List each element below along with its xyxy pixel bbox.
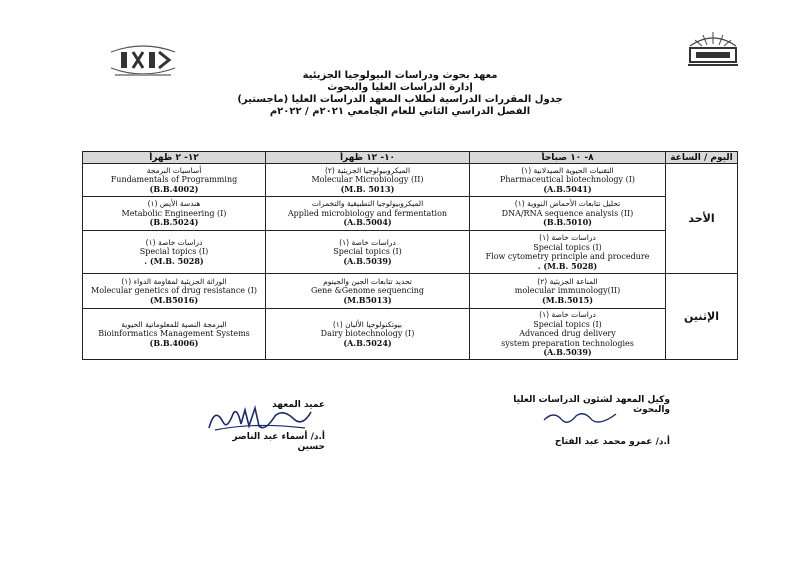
course-cell bbox=[470, 309, 666, 360]
university-logo bbox=[684, 28, 742, 68]
course-code: . (M.B. 5028) bbox=[144, 255, 204, 266]
course-english-name: Special topics (I) Advanced drug delivery system preparation technologies bbox=[501, 319, 634, 348]
course-code: (A.B.5004) bbox=[343, 217, 392, 228]
course-arabic-name: دراسات خاصة (١) bbox=[145, 237, 203, 247]
course-english-name: DNA/RNA sequence analysis (II) bbox=[501, 208, 634, 218]
course-arabic-name: دراسات خاصة (١) bbox=[539, 233, 596, 242]
course-code: (A.B.5024) bbox=[343, 337, 392, 348]
course-cell bbox=[470, 231, 666, 274]
course-english-name: Fundamentals of Programming bbox=[110, 175, 238, 185]
table-row bbox=[83, 231, 738, 274]
course-code: (A.B.5039) bbox=[343, 255, 392, 266]
document-header bbox=[180, 70, 620, 118]
course-english-name: Molecular Microbiology (II) bbox=[311, 175, 424, 185]
semester-line: الفصل الدراسي الثاني للعام الجامعي ٢٠٢١م / ٢٠٢٢م bbox=[269, 106, 531, 117]
department-name: إدارة الدراسات العليا والبحوث bbox=[327, 82, 473, 93]
course-arabic-name: البرمجة النصية للمعلوماتية الحيوية bbox=[121, 319, 227, 329]
course-code: (M.B5016) bbox=[149, 294, 199, 305]
institute-logo bbox=[103, 38, 183, 82]
course-arabic-name: التقنيات الحيوية الصيدلانية (١) bbox=[521, 165, 614, 175]
table-row bbox=[83, 274, 738, 309]
course-cell bbox=[83, 164, 266, 197]
course-cell bbox=[83, 274, 266, 309]
dean-handwritten-signature bbox=[205, 402, 315, 434]
course-code: (B.B.4002) bbox=[149, 183, 199, 194]
course-arabic-name: الميكروبيولوجيا الجزيئية (٢) bbox=[324, 165, 411, 175]
course-arabic-name: بيوتكنولوجيا الألبان (١) bbox=[332, 319, 403, 329]
course-english-name: Special topics (I) Flow cytometry principle and procedure bbox=[485, 242, 650, 261]
course-english-name: Special topics (I) bbox=[139, 247, 209, 257]
course-english-name: Dairy biotechnology (I) bbox=[320, 329, 415, 338]
course-code: (A.B.5039) bbox=[543, 347, 592, 357]
course-arabic-name: هندسة الأيض (١) bbox=[147, 199, 201, 209]
course-code: (B.B.5010) bbox=[543, 217, 592, 228]
vice-dean-handwritten-signature bbox=[540, 406, 620, 428]
column-header-slot-3: ١٢- ٢ ظهراً bbox=[83, 152, 266, 164]
course-cell bbox=[266, 197, 470, 231]
vice-dean-name: أ.د/ عمرو محمد عبد الفتاح bbox=[554, 437, 670, 447]
course-cell bbox=[83, 231, 266, 274]
table-row bbox=[83, 309, 738, 360]
course-english-name: Pharmaceutical biotechnology (I) bbox=[500, 175, 635, 185]
column-header-slot-1: ٨- ١٠ صباحاً bbox=[470, 152, 666, 164]
course-cell bbox=[266, 274, 470, 309]
course-code: (A.B.5041) bbox=[543, 183, 592, 194]
course-english-name: Bioinformatics Management Systems bbox=[98, 329, 250, 338]
course-arabic-name: أساسيات البرمجة bbox=[146, 165, 202, 175]
column-header-slot-2: ١٠- ١٢ ظهراً bbox=[266, 152, 470, 164]
schedule-title: جدول المقررات الدراسية لطلاب المعهد الدراسات العليا (ماجستير) bbox=[237, 94, 563, 105]
day-cell: الإثنين bbox=[666, 274, 738, 360]
course-cell bbox=[470, 197, 666, 231]
table-header-row bbox=[83, 152, 738, 164]
schedule-table bbox=[82, 151, 738, 360]
course-cell bbox=[470, 274, 666, 309]
dean-title: عميد المعهد bbox=[272, 400, 325, 410]
course-code: (M.B5013) bbox=[343, 294, 392, 305]
course-arabic-name: الوراثة الجزيئية لمقاومة الدواء (١) bbox=[121, 276, 227, 286]
course-arabic-name: دراسات خاصة (١) bbox=[539, 310, 596, 319]
table-row bbox=[83, 197, 738, 231]
course-english-name: Gene &Genome sequencing bbox=[311, 286, 424, 296]
course-code: (B.B.4006) bbox=[149, 337, 199, 348]
column-header-day: اليوم / الساعة bbox=[666, 152, 738, 164]
course-arabic-name: تحديد تتابعات الجين والجينوم bbox=[323, 276, 412, 286]
course-cell bbox=[266, 164, 470, 197]
table-row bbox=[83, 164, 738, 197]
vice-dean-title: وكيل المعهد لشئون الدراسات العليا والبحوث bbox=[513, 395, 670, 415]
course-arabic-name: المناعة الجزيئية (٢) bbox=[537, 276, 598, 286]
course-code: (B.B.5024) bbox=[149, 217, 199, 228]
course-arabic-name: دراسات خاصة (١) bbox=[339, 237, 396, 247]
dean-name: أ.د/ أسماء عبد الناصر حسين bbox=[232, 432, 325, 452]
course-arabic-name: الميكروبيولوجيا التطبيقية والتخمرات bbox=[311, 199, 424, 209]
course-english-name: molecular immunology(II) bbox=[514, 286, 621, 296]
course-code: . (M.B. 5028) bbox=[537, 260, 598, 271]
course-english-name: Metabolic Engineering (I) bbox=[121, 208, 227, 218]
day-cell: الأحد bbox=[666, 164, 738, 274]
course-cell bbox=[83, 197, 266, 231]
institute-name: معهد بحوث ودراسات البيولوجيا الجزيئية bbox=[302, 70, 498, 81]
course-cell bbox=[266, 231, 470, 274]
course-arabic-name: تحليل تتابعات الأحماض النووية (١) bbox=[514, 199, 621, 209]
course-english-name: Applied microbiology and fermentation bbox=[287, 208, 448, 218]
course-english-name: Special topics (I) bbox=[333, 247, 402, 257]
course-cell bbox=[266, 309, 470, 360]
course-cell bbox=[470, 164, 666, 197]
course-code: (M.B.5015) bbox=[541, 294, 594, 305]
course-code: (M.B. 5013) bbox=[340, 183, 395, 194]
course-english-name: Molecular genetics of drug resistance (I) bbox=[91, 286, 257, 296]
course-cell bbox=[83, 309, 266, 360]
